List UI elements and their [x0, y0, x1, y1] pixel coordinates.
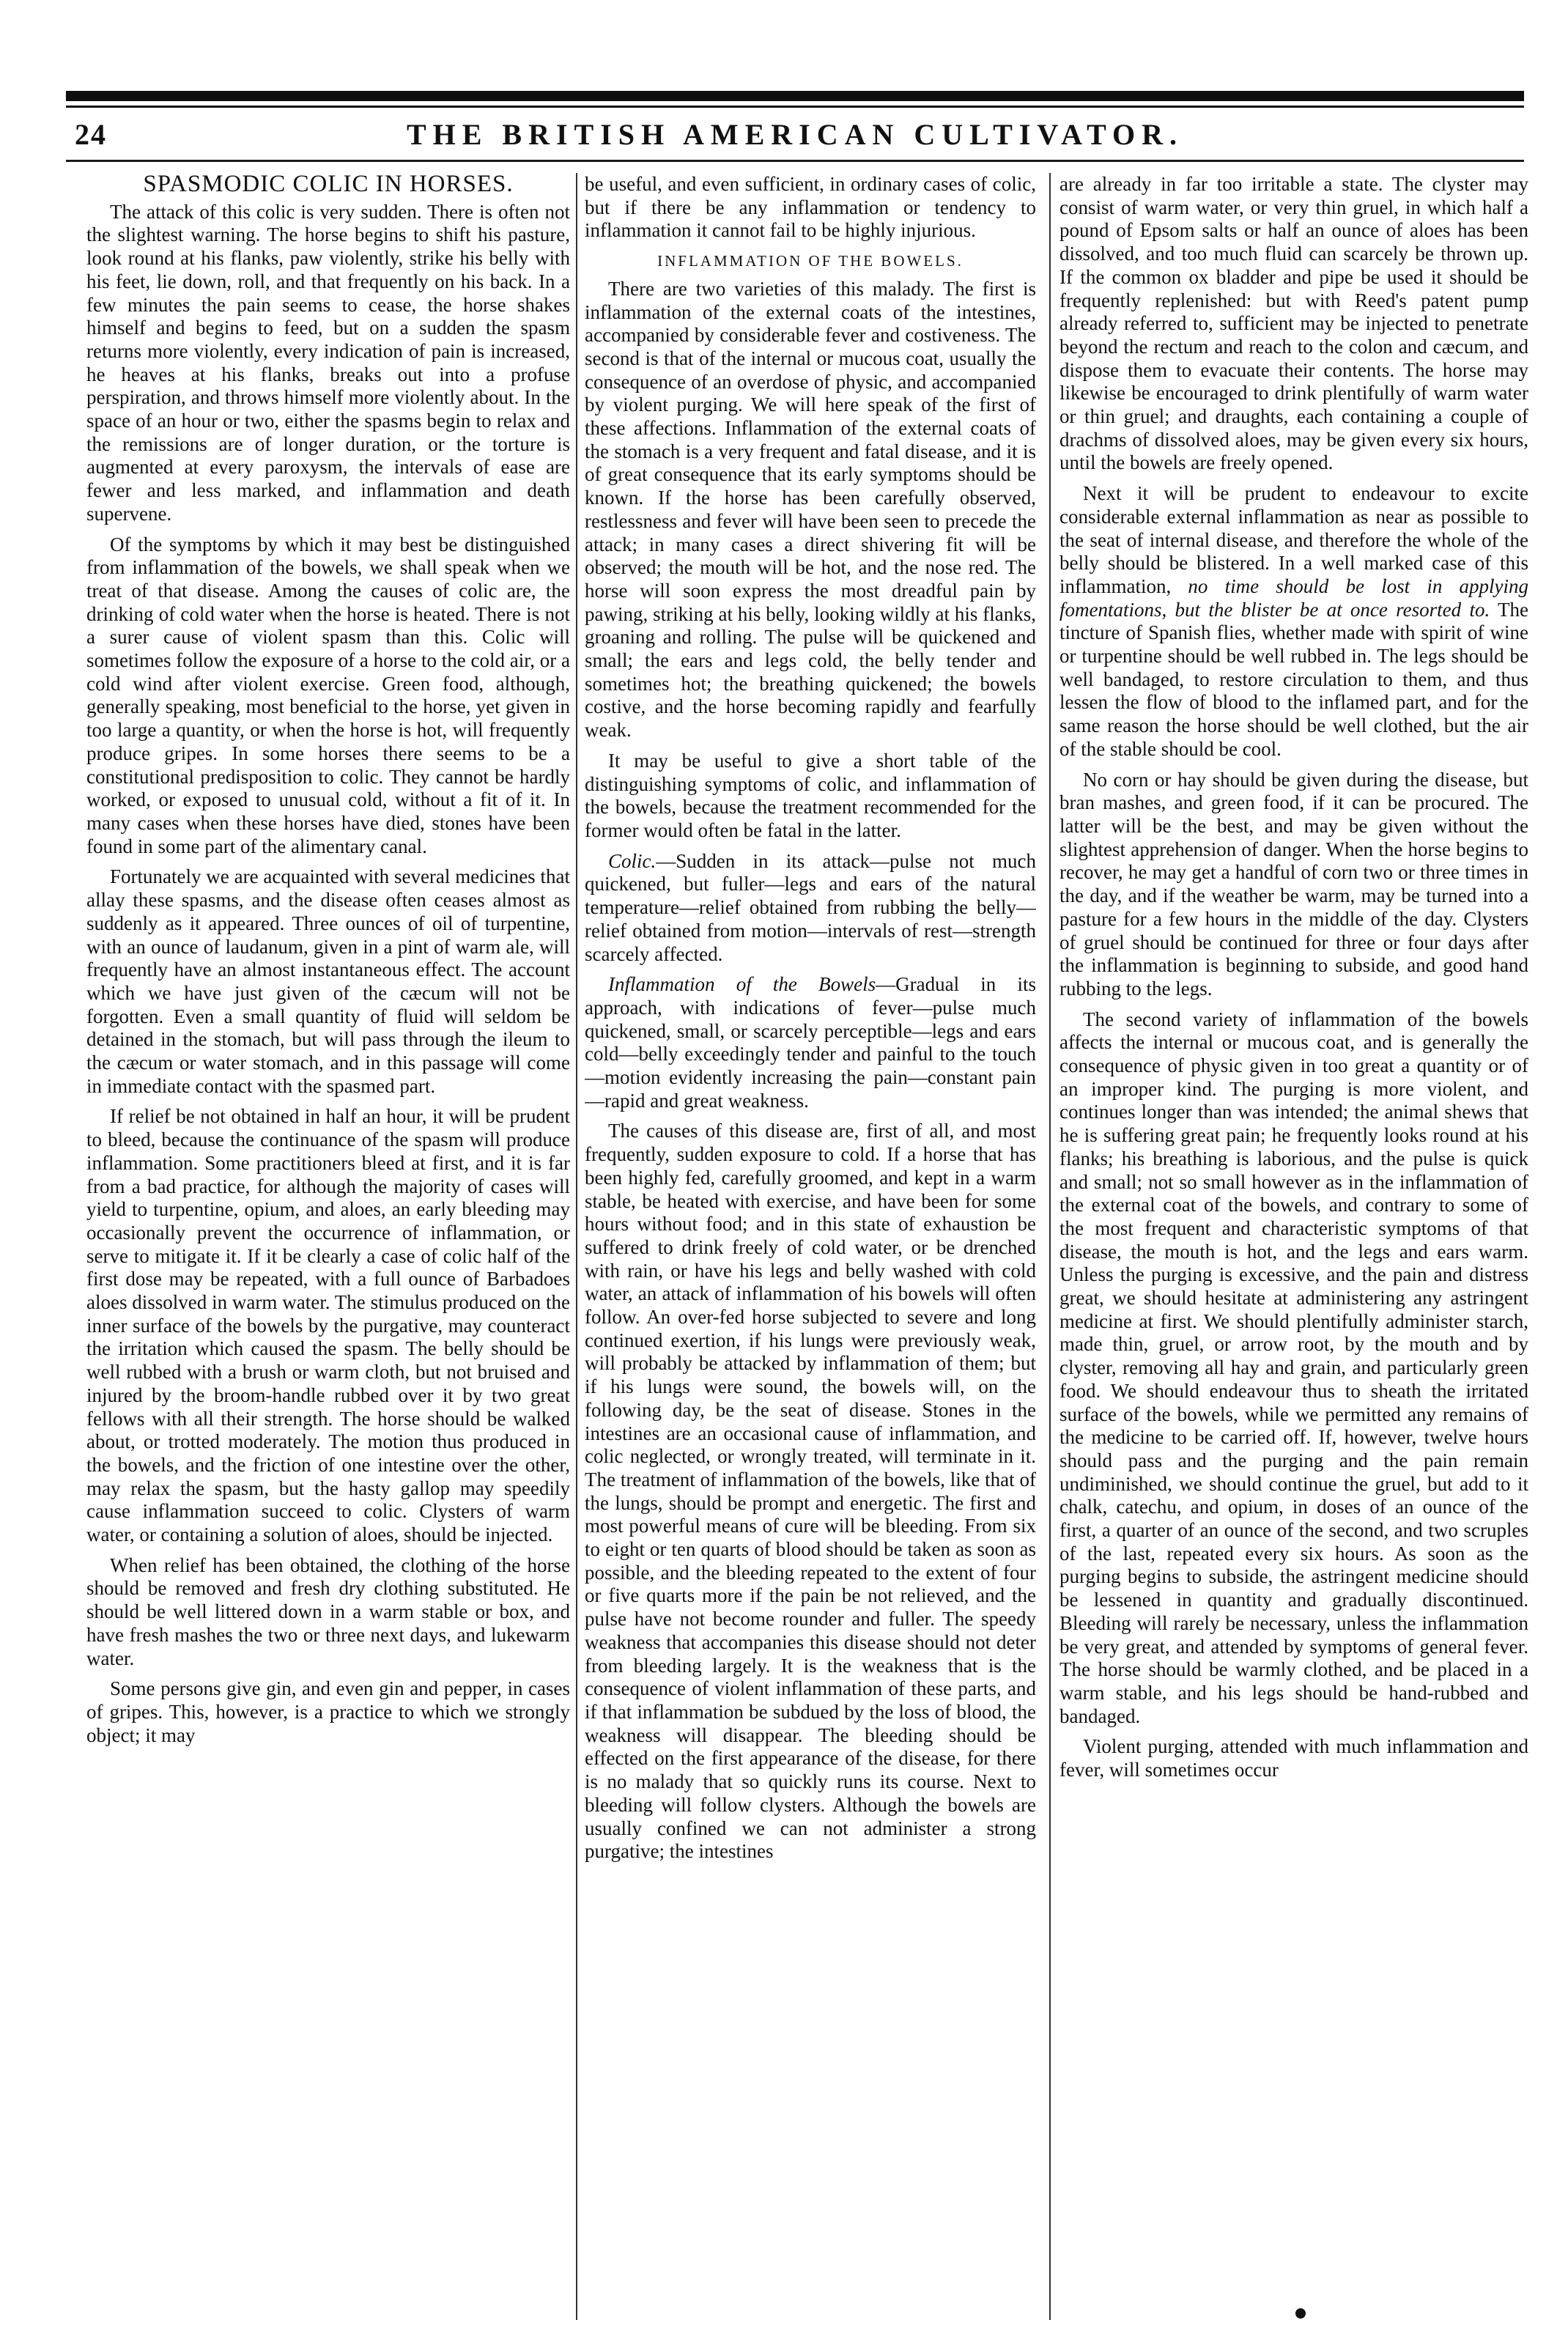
paragraph: Violent purging, attended with much inflammation and fever, will sometimes occur [1059, 1735, 1528, 1781]
top-thin-rule [66, 106, 1524, 108]
paragraph-colic-symptoms [585, 850, 1036, 967]
paragraph: Some persons give gin, and even gin and pepper, in cases of gripes. This, however, is a practice to which we strongly object; it may [86, 1677, 570, 1746]
paragraph: Of the symptoms by which it may best be distinguished from inflammation of the bowels, we shall speak when we treat of that disease. Among the causes of colic are, the drinking of cold water when the horse is heated. There is not a surer cause of violent spasm than this. Colic will sometimes follow the exposure of a horse to the cold air, or a cold wind after violent exercise. Green food, although, generally speaking, most beneficial to the horse, yet given in too large a quantity, or when the horse is hot, will frequently produce gripes. In some horses there seems to be a constitutional predisposition to colic. They cannot be hardly worked, or exposed to unusual cold, without a fit of it. In many cases when these horses have died, stones have been found in some part of the alimentary canal. [86, 533, 570, 857]
term-text: —Gradual in its approach, with indications of fever—pulse much quickened, small, or scarcely perceptible—legs and ears cold—belly exceedingly tender and painful to the touch—motion evidently increasing the pain—constant pain—rapid and great weakness. [585, 973, 1036, 1112]
text-run: Next it will be prudent to endeavour to excite considerable external inflammation as near as possible to the seat of internal disease, and therefore the whole of the belly should be blistered. In a well marked case of this inflammation, [1059, 482, 1528, 597]
paragraph: are already in far too irritable a state. The clyster may consist of warm water, or very thin gruel, in which half a pound of Epsom salts or half an ounce of aloes has been dissolved, and too much fluid can scarcely be thrown up. If the common ox bladder and pipe be used it should be frequently replenished: but with Reed's patent pump already referred to, sufficient may be injected to penetrate beyond the rectum and reach to the colon and cæcum, and dispose them to evacuate their contents. The horse may likewise be encouraged to drink plentifully of warm water or thin gruel; and draughts, each containing a couple of drachms of dissolved aloes, may be given every six hours, until the bowels are freely opened. [1059, 173, 1528, 474]
paragraph: The second variety of inflammation of the bowels affects the internal or mucous coat, and is generally the consequence of physic given in too great a quantity or of an improper kind. The purging is more violent, and continues longer than was intended; the animal shews that he is suffering great pain; he frequently looks round at his flanks; his breathing is laborious, and the pulse is quick and small; not so small however as in the inflammation of the external coat of the bowels, and contrary to some of the most frequent and characteristic symptoms of that disease, the mouth is hot, and the legs and ears warm. Unless the purging is excessive, and the pain and distress great, we should hesitate at administering any astringent medicine at first. We should plentifully administer starch, made thin, gruel, or arrow root, by the mouth and by clyster, removing all hay and grain, and particularly green food. We should endeavour thus to sheath the irritated surface of the bowels, while we permitted any remains of the medicine to be carried off. If, however, twelve hours should pass and the purging and the pain remain undiminished, we should continue the gruel, but add to it chalk, catechu, and opium, in doses of an ounce of the first, a quarter of an ounce of the second, and two scruples of the last, repeated every six hours. As soon as the purging begins to subside, the astringent medicine should be lessened in quantity and gradually discontinued. Bleeding will rarely be necessary, unless the inflammation be very great, and attended by symptoms of general fever. The horse should be warmly clothed, and be placed in a warm stable, and his legs should be hand-rubbed and bandaged. [1059, 1008, 1528, 1727]
paragraph: Fortunately we are acquainted with several medicines that allay these spasms, and the disease often ceases almost as suddenly as it appeared. Three ounces of oil of turpentine, with an ounce of laudanum, given in a pint of warm ale, will frequently have an almost instantaneous effect. The account which we have just given of the cæcum will not be forgotten. Even a small quantity of fluid will seldom be detained in the stomach, but will pass through the ileum to the cæcum or water stomach, and in this passage will come in immediate contact with the spasmed part. [86, 865, 570, 1097]
term-label: Colic. [608, 849, 657, 872]
paragraph: It may be useful to give a short table of the distinguishing symptoms of colic, and inflammation of the bowels, because the treatment recommended for the former would often be fatal in the latter. [585, 749, 1036, 841]
paragraph: When relief has been obtained, the clothing of the horse should be removed and fresh dry clothing substituted. He should be well littered down in a warm stable or box, and have fresh mashes the two or three next days, and lukewarm water. [86, 1554, 570, 1669]
column-divider [576, 173, 577, 2320]
paragraph: There are two varieties of this malady. The first is inflammation of the external coats of the intestines, accompanied by considerable fever and costiveness. The second is that of the internal or mucous coat, usually the consequence of an overdose of physic, and accompanied by violent purging. We will here speak of the first of these affections. Inflammation of the external coats of the stomach is a very frequent and fatal disease, and it is of great consequence that its early symptoms should be known. If the horse has been carefully observed, restlessness and fever will have been seen to precede the attack; in many cases a direct shivering fit will be observed; the mouth will be hot, and the nose red. The horse will soon express the most dreadful pain by pawing, striking at his belly, looking wildly at his flanks, groaning and rolling. The pulse will be quickened and small; the ears and legs cold, the belly tender and sometimes hot; the breathing quickened; the bowels costive, and the horse becoming rapidly and fearfully weak. [585, 277, 1036, 742]
page-number: 24 [75, 118, 107, 151]
section-subtitle: INFLAMMATION OF THE BOWELS. [657, 252, 964, 270]
article-title: SPASMODIC COLIC IN HORSES. [143, 173, 514, 197]
column-divider [1049, 173, 1051, 2320]
paragraph-blister [1059, 482, 1528, 761]
top-thick-rule [66, 91, 1524, 101]
masthead-title: THE BRITISH AMERICAN CULTIVATOR. [406, 118, 1184, 151]
paragraph: No corn or hay should be given during the disease, but bran mashes, and green food, if it can be procured. The latter will be the best, and may be given without the slightest apprehension of danger. When the horse begins to recover, he may get a handful of corn two or three times in the day, and if the weather be warm, may be turned into a pasture for a few hours in the middle of the day. Clysters of gruel should be continued for three or four days after the inflammation is beginning to subside, and good hand rubbing to the legs. [1059, 768, 1528, 1000]
text-run: The tincture of Spanish flies, whether made with spirit of wine or turpentine should be well rubbed in. The legs should be well bandaged, to restore circulation to them, and thus lessen the flow of blood to the inflamed part, and for the same reason the horse should be well clothed, but the air of the stable should be cool. [1059, 598, 1528, 760]
paragraph: The attack of this colic is very sudden. There is often not the slightest warning. The horse begins to shift his pasture, look round at his flanks, paw violently, strike his belly with his feet, lie down, roll, and that frequently on his back. In a few minutes the pain seems to cease, the horse shakes himself and begins to feed, but on a sudden the spasm returns more violently, every indication of pain is increased, he heaves at his flanks, breaks out into a profuse perspiration, and throws himself more violently about. In the space of an hour or two, either the spasms begin to relax and the remissions are of longer duration, or the torture is augmented at every paroxysm, the intervals of ease are fewer and less marked, and inflammation and death supervene. [86, 200, 570, 525]
paragraph: The causes of this disease are, first of all, and most frequently, sudden exposure to cold. If a horse that has been highly fed, carefully groomed, and kept in a warm stable, be heated with exercise, and have been for some hours without food; and in this state of exhaustion be suffered to drink freely of cold water, or be drenched with rain, or have his legs and belly washed with cold water, an attack of inflammation of his bowels will often follow. An over-fed horse subjected to severe and long continued exertion, if his lungs were previously weak, will probably be attacked by inflammation of them; but if his lungs were sound, the bowels will, on the following day, be the seat of disease. Stones in the intestines are an occasional cause of inflammation, and colic neglected, or wrongly treated, will terminate in it. The treatment of inflammation of the bowels, like that of the lungs, should be prompt and energetic. The first and most powerful means of cure will be bleeding. From six to eight or ten quarts of blood should be taken as soon as possible, and the bleeding repeated to the extent of four or five quarts more if the pain be not relieved, and the pulse have not become rounder and fuller. The speedy weakness that accompanies this disease should not deter from bleeding largely. It is the weakness that is the consequence of violent inflammation of these parts, and if that inflammation be subdued by the loss of blood, the weakness will disappear. The bleeding should be effected on the first appearance of the disease, for there is no malady that so quickly runs its course. Next to bleeding will follow clysters. Although the bowels are usually confined we can not administer a strong purgative; the intestines [585, 1120, 1036, 1863]
term-label: Inflammation of the Bowels [608, 973, 876, 996]
header-rule [66, 160, 1524, 162]
paragraph: be useful, and even sufficient, in ordinary cases of colic, but if there be any inflammation or tendency to inflammation it cannot fail to be highly injurious. [585, 173, 1036, 242]
column-2 [585, 173, 1036, 2320]
term-text: —Sudden in its attack—pulse not much quickened, but fuller—legs and ears of the natural temperature—relief obtained from rubbing the belly—relief obtained from motion—intervals of rest—strength scarcely affected. [585, 849, 1036, 965]
ink-dot-icon [1295, 2308, 1306, 2319]
column-3 [1059, 173, 1528, 2320]
paragraph-inflammation-symptoms [585, 973, 1036, 1112]
emphasis-text: no time should be lost in applying fomentations, but the blister be at once resorted to. [1059, 575, 1528, 621]
column-1 [86, 173, 570, 2320]
paragraph: If relief be not obtained in half an hour, it will be prudent to bleed, because the continuance of the spasm will produce inflammation. Some practitioners bleed at first, and it is far from a bad practice, for although the majority of cases will yield to turpentine, opium, and aloes, an early bleeding may occasionally prevent the occurrence of inflammation, or serve to mitigate it. If it be clearly a case of colic half of the first dose may be repeated, with a full ounce of Barbadoes aloes dissolved in warm water. The stimulus produced on the inner surface of the bowels by the purgative, may counteract the irritation which caused the spasm. The belly should be well rubbed with a brush or warm cloth, but not bruised and injured by the broom-handle rubbed over it by two great fellows with all their strength. The horse should be walked about, or trotted moderately. The motion thus produced in the bowels, and the friction of one intestine over the other, may relax the spasm, but the hasty gallop may speedily cause inflammation succeed to colic. Clysters of warm water, or containing a solution of aloes, should be injected. [86, 1105, 570, 1546]
page-header [66, 117, 1524, 158]
